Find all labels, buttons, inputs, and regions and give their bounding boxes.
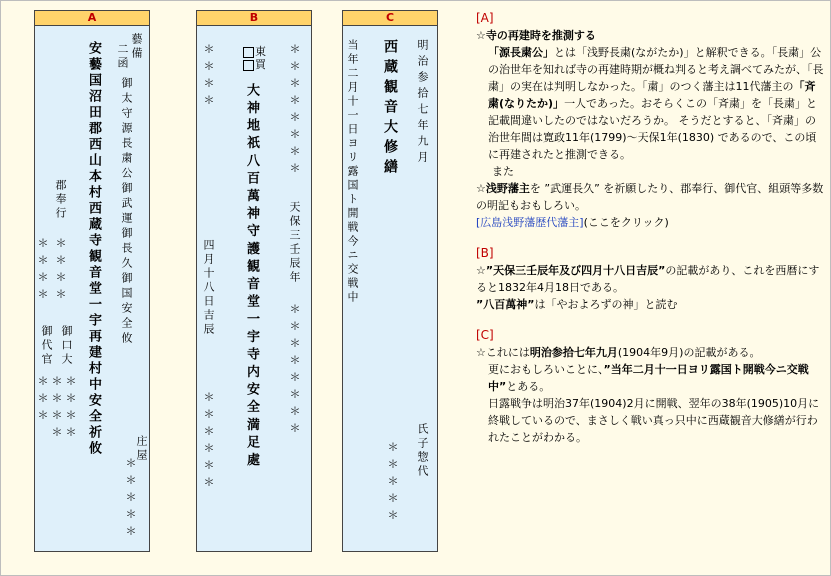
panel-a-lord-line: 御太守源長粛公御武運御長久御国安全攸 (120, 77, 133, 347)
note-c-term-meiji: 明治参拾七年九月 (529, 346, 618, 359)
panel-a-gun-stars: ＊＊＊＊ (36, 237, 49, 305)
panel-c (342, 10, 438, 552)
panel-c-label: C (343, 11, 437, 26)
note-b-text-2: は「やおよろずの神」と読む (534, 298, 678, 311)
note-a-term-nagataka: 「源長粛公」 (488, 46, 554, 59)
note-c-text-1: ☆これには (476, 346, 530, 359)
panel-c-war-line: 当年二月十一日ヨリ露国ト開戦今ニ交戦中 (346, 39, 359, 305)
note-b-head: [B] (476, 246, 494, 260)
panel-b-east: 東 (255, 45, 266, 58)
asano-lords-link[interactable]: [広島浅野藩歴代藩主] (476, 216, 584, 229)
note-b-title: ☆”天保三壬辰年及び四月十八日吉辰” (476, 264, 666, 277)
note-b-text-1: の記載があり、これを西暦にすると1832年4月18日である。 (476, 264, 820, 294)
note-b-term-yaoyorozu: ”八百萬神” (476, 298, 535, 311)
panel-a-gun-stars2: ＊＊＊＊ (54, 237, 67, 305)
note-b-paragraph-1 (476, 262, 826, 296)
panel-a-stars-a: ＊＊＊＊ (64, 375, 77, 443)
note-a-text-1: とは「浅野長粛(ながたか)」と解釈できる。「長粛」公の治世年を知れば寺の再建時期が概ね判ると考え調べてみたが、「長粛」の実在は判明しなかった。「粛」のつく藩主は11代藩主の (488, 46, 824, 93)
panel-b-east-west-box (243, 45, 266, 71)
panel-b-west: 買 (255, 58, 266, 71)
notes-column (476, 10, 826, 446)
panel-b-stars-2: ＊＊＊＊ (202, 43, 215, 111)
panel-a-daikan: 御代官 (40, 325, 53, 367)
note-a-text-3: を ”武運長久” を祈願したり、郡奉行、御代官、組頭等多数の明記もおもしろい。 (476, 182, 824, 212)
asano-lords-link-suffix: (ここをクリック) (583, 216, 669, 229)
panel-a-kuchi: 御口大 (60, 325, 73, 367)
note-c-paragraph-2 (476, 361, 826, 395)
panel-b-stars-1: ＊＊＊＊＊＊＊＊ (288, 43, 301, 179)
note-a-paragraph-2: また (492, 165, 514, 178)
panel-a-shoya: 庄屋 (135, 435, 148, 463)
panel-a-shoya-stars: ＊＊＊＊＊ (124, 457, 137, 542)
panel-b-label: B (197, 11, 311, 26)
panel-c-era: 明治参拾七年九月 (416, 39, 429, 167)
note-a-paragraph-1 (476, 44, 826, 163)
panel-b-stars-4: ＊＊＊＊＊＊ (202, 391, 215, 493)
note-c-paragraph-1 (476, 344, 826, 361)
panel-b-date-day: 四月十八日吉辰 (202, 239, 215, 337)
note-a-link-line (476, 214, 826, 231)
panel-a-stars-c: ＊＊＊ (36, 375, 49, 426)
panel-c-ujiko: 氏子惣代 (416, 423, 429, 479)
note-c-term-war: ”当年二月十一日ヨリ露国ト開戦今ニ交戦中” (488, 363, 809, 393)
panel-c-main-inscription: 西蔵観音大修繕 (382, 39, 398, 179)
note-c-paragraph-3: 日露戦争は明治37年(1904)2月に開戦、翌年の38年(1905)10月に終戦しているので、まさしく戦い真っ只中に西蔵観音大修繕が行われたことがわかる。 (488, 397, 820, 444)
panel-b-stars-3: ＊＊＊＊＊＊＊＊ (288, 303, 301, 439)
panel-a-main-inscription: 安藝国沼田郡西山本村西蔵寺観音堂一宇再建村中安全祈攸 (86, 41, 101, 457)
note-a-title: ☆寺の再建時を推測する (476, 29, 596, 42)
note-a-text-2: 一人であった。おそらくこの「斉粛」を「長粛」と記載間違いしたのではないだろうか。 そうだとすると、「斉粛」の治世年間は寛政11年(1799)～天保1年(1830) であるので、この頃に再建されたと推測できる。 (488, 97, 817, 161)
note-c-text-3: 更におもしろいことに、 (488, 363, 604, 376)
note-a-term-asano: ☆浅野藩主 (476, 182, 530, 195)
note-a-term-naritaka: 「斉粛(なりたか)」 (488, 80, 816, 110)
note-c-text-2: (1904年9月)の記載がある。 (617, 346, 761, 359)
note-c-text-4: とある。 (506, 380, 551, 393)
panel-a-label: A (35, 11, 149, 26)
panel-b (196, 10, 312, 552)
note-c-head: [C] (476, 328, 494, 342)
panel-a-nijo: 二函 (116, 43, 129, 71)
note-b-paragraph-2 (476, 296, 826, 313)
panel-c-ujiko-stars: ＊＊＊＊＊ (386, 441, 399, 526)
panel-a-signatories: 藝備 (130, 33, 143, 61)
note-a-head: [A] (476, 11, 494, 25)
panel-a-stars-b: ＊＊＊＊ (50, 375, 63, 443)
panel-b-date-year: 天保三壬辰年 (288, 201, 301, 285)
panel-b-main-inscription: 大神地祇八百萬神守護観音堂一宇寺内安全満足處 (244, 83, 259, 471)
panel-a (34, 10, 150, 552)
note-a-paragraph-3 (476, 180, 826, 214)
panel-a-gun-bugyo: 郡奉行 (54, 179, 67, 221)
